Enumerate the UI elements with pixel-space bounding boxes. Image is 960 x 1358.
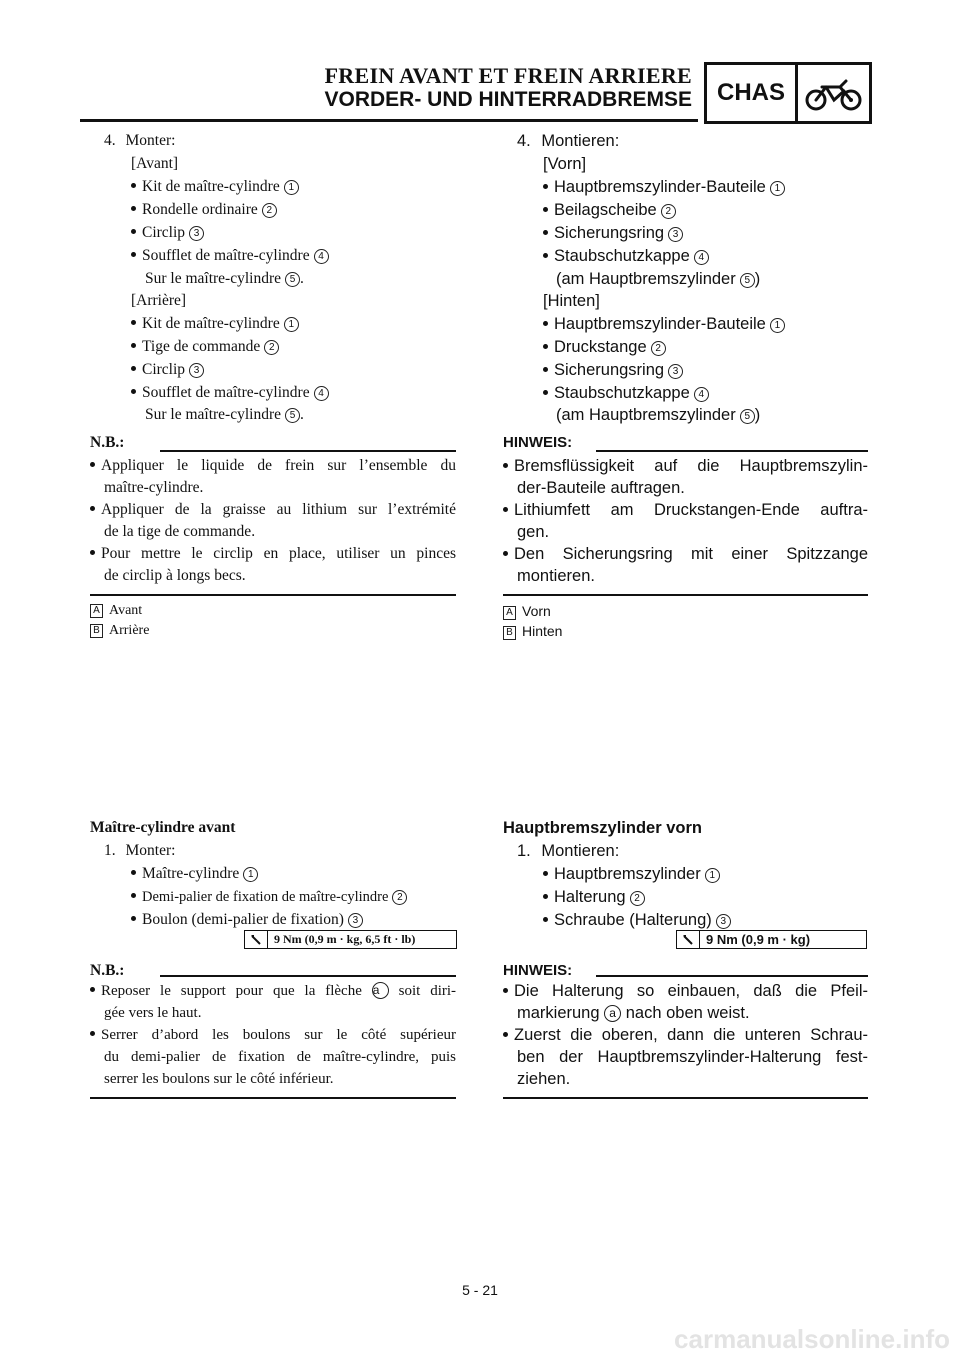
note-label: HINWEIS: xyxy=(503,434,573,451)
step-verb: Montieren: xyxy=(541,842,620,860)
torque-value: 9 Nm (0,9 m · kg) xyxy=(706,932,811,947)
list-item: Rondelle ordinaire 2 xyxy=(131,199,277,221)
list-item-location: (am Hauptbremszylinder 5 ) xyxy=(556,270,761,288)
legend-item: B Arrière xyxy=(90,620,149,642)
section-heading: Maître-cylindre avant xyxy=(90,819,236,836)
subheading-front: [Avant] xyxy=(131,155,179,172)
list-item: Sicherungsring 3 xyxy=(543,359,683,381)
legend-item: A Vorn xyxy=(503,600,551,622)
step-number: 1. xyxy=(104,842,116,859)
list-item: Tige de commande 2 xyxy=(131,336,279,358)
list-item: Soufflet de maître-cylindre 4 xyxy=(131,245,329,267)
header-title-fr: FREIN AVANT ET FREIN ARRIERE xyxy=(324,63,692,88)
list-item-location: Sur le maître-cylindre 5 . xyxy=(145,406,304,423)
subheading-front: [Vorn] xyxy=(543,155,587,173)
subheading-rear: [Arrière] xyxy=(131,292,187,309)
note-label: N.B.: xyxy=(90,434,125,451)
list-item: Circlip 3 xyxy=(131,222,204,244)
note-label: HINWEIS: xyxy=(503,962,573,979)
note-label: N.B.: xyxy=(90,962,125,979)
note-rule-bottom xyxy=(503,1097,868,1099)
list-item: Hauptbremszylinder-Bauteile 1 xyxy=(543,176,785,198)
list-item-location: (am Hauptbremszylinder 5 ) xyxy=(556,406,761,424)
list-item: Staubschutzkappe 4 xyxy=(543,382,709,404)
wrench-icon xyxy=(677,931,700,948)
list-item: Schraube (Halterung) 3 xyxy=(543,909,731,931)
note-list: Die Halterung so einbauen, daß die Pfeil- markierung a nach oben weist. Zuerst die oberen, dann die unteren Schrau- ben der Hauptbremszylinder-Halterung fest- ziehen. xyxy=(503,980,868,1090)
list-item: Hauptbremszylinder 1 xyxy=(543,863,720,885)
header-title-de: VORDER- UND HINTERRADBREMSE xyxy=(324,88,692,111)
list-item: Circlip 3 xyxy=(131,359,204,381)
section-heading: Hauptbremszylinder vorn xyxy=(503,819,702,837)
list-item: Demi-palier de fixation de maître-cylindre 2 xyxy=(131,886,407,908)
subheading-rear: [Hinten] xyxy=(543,292,600,310)
step-verb: Monter: xyxy=(125,842,176,859)
step-number: 4. xyxy=(104,132,116,149)
list-item-location: Sur le maître-cylindre 5 . xyxy=(145,270,304,287)
list-item: Boulon (demi-palier de fixation) 3 xyxy=(131,909,363,931)
list-item: Maître-cylindre 1 xyxy=(131,863,258,885)
note-list: Bremsflüssigkeit auf die Hauptbremszylin- der-Bauteile auftragen. Lithiumfett am Druckstangen-Ende auftra- gen. Den Sicherungsring mit einer Spitzzange montieren. xyxy=(503,455,868,587)
step-verb: Monter: xyxy=(125,132,176,149)
torque-spec xyxy=(676,930,867,949)
step-verb: Montieren: xyxy=(541,132,620,150)
legend-item: A Avant xyxy=(90,600,142,622)
section-badge-label: CHAS xyxy=(707,65,798,121)
list-item: Sicherungsring 3 xyxy=(543,222,683,244)
list-item: Kit de maître-cylindre 1 xyxy=(131,176,299,198)
torque-value: 9 Nm (0,9 m · kg, 6,5 ft · lb) xyxy=(274,932,416,946)
note-rule-top xyxy=(596,975,868,977)
page-number: 5 - 21 xyxy=(462,1282,498,1298)
step-number: 1. xyxy=(517,842,531,860)
list-item: Beilagscheibe 2 xyxy=(543,199,676,221)
list-item: Halterung 2 xyxy=(543,886,645,908)
list-item: Staubschutzkappe 4 xyxy=(543,245,709,267)
legend-item: B Hinten xyxy=(503,620,562,642)
note-list: Reposer le support pour que la flèche a soit diri- gée vers le haut. Serrer d’abord les boulons sur le côté supérieur du demi-palier de fixation de maître-cylindre, puis serrer les boulons sur le côté inférieur. xyxy=(90,980,456,1090)
note-list: Appliquer le liquide de frein sur l’ensemble du maître-cylindre. Appliquer de la graisse au lithium sur l’extrémité de la tige de commande. Pour mettre le circlip en place, utiliser un pinces de circlip à longs becs. xyxy=(90,455,456,587)
list-item: Kit de maître-cylindre 1 xyxy=(131,313,299,335)
list-item: Soufflet de maître-cylindre 4 xyxy=(131,382,329,404)
list-item: Hauptbremszylinder-Bauteile 1 xyxy=(543,313,785,335)
watermark: carmanualsonline.info xyxy=(674,1324,950,1354)
step-number: 4. xyxy=(517,132,531,150)
list-item: Druckstange 2 xyxy=(543,336,666,358)
